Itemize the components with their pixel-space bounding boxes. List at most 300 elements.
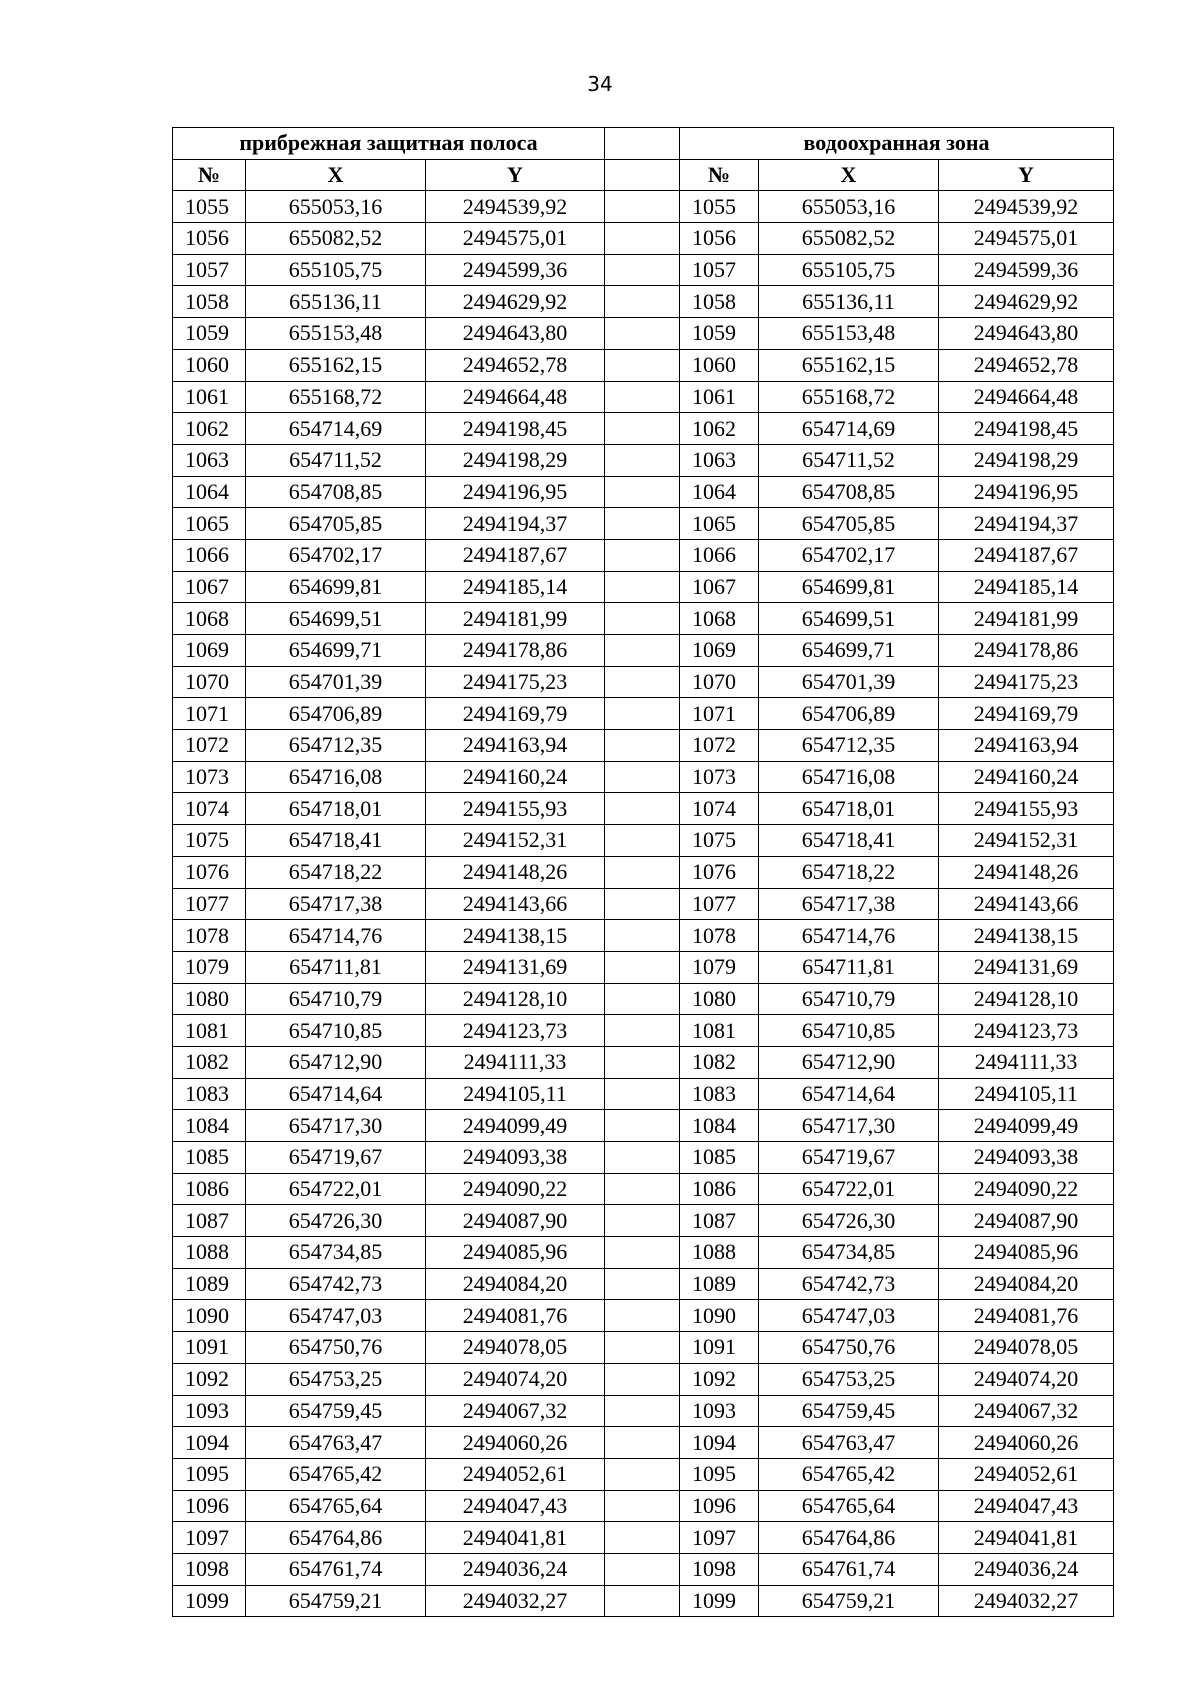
left-y-value: 2494047,43 xyxy=(426,1490,605,1522)
table-row xyxy=(173,444,1114,476)
left-point-number: 1058 xyxy=(173,286,246,318)
table-row xyxy=(173,1268,1114,1300)
spacer-cell xyxy=(605,666,680,698)
spacer-cell xyxy=(605,825,680,857)
left-x-value: 654705,85 xyxy=(246,508,426,540)
right-y-value: 2494196,95 xyxy=(939,476,1114,508)
table-row xyxy=(173,1173,1114,1205)
left-y-value: 2494090,22 xyxy=(426,1173,605,1205)
right-y-value: 2494178,86 xyxy=(939,635,1114,667)
right-point-number: 1091 xyxy=(680,1332,759,1364)
left-y-value: 2494599,36 xyxy=(426,254,605,286)
left-y-value: 2494099,49 xyxy=(426,1110,605,1142)
right-x-value: 655136,11 xyxy=(759,286,939,318)
left-x-value: 654764,86 xyxy=(246,1522,426,1554)
left-point-number: 1078 xyxy=(173,920,246,952)
left-x-value: 654747,03 xyxy=(246,1300,426,1332)
right-y-header: Y xyxy=(939,159,1114,191)
right-x-value: 654711,81 xyxy=(759,951,939,983)
table-row xyxy=(173,1205,1114,1237)
left-x-value: 654765,42 xyxy=(246,1458,426,1490)
right-y-value: 2494155,93 xyxy=(939,793,1114,825)
left-point-number: 1074 xyxy=(173,793,246,825)
spacer-cell xyxy=(605,254,680,286)
right-point-number: 1064 xyxy=(680,476,759,508)
left-y-value: 2494111,33 xyxy=(426,1046,605,1078)
right-y-value: 2494138,15 xyxy=(939,920,1114,952)
left-y-value: 2494163,94 xyxy=(426,730,605,762)
right-y-value: 2494198,29 xyxy=(939,444,1114,476)
right-y-value: 2494599,36 xyxy=(939,254,1114,286)
table-row xyxy=(173,888,1114,920)
right-x-value: 654750,76 xyxy=(759,1332,939,1364)
left-point-number: 1060 xyxy=(173,349,246,381)
left-x-value: 655168,72 xyxy=(246,381,426,413)
spacer-cell xyxy=(605,888,680,920)
coastal-protective-strip-title: прибрежная защитная полоса xyxy=(173,128,605,160)
left-point-number: 1072 xyxy=(173,730,246,762)
left-x-value: 654717,38 xyxy=(246,888,426,920)
left-point-number: 1094 xyxy=(173,1427,246,1459)
left-y-value: 2494078,05 xyxy=(426,1332,605,1364)
spacer-cell xyxy=(605,1585,680,1617)
right-y-value: 2494067,32 xyxy=(939,1395,1114,1427)
right-y-value: 2494148,26 xyxy=(939,856,1114,888)
spacer-cell xyxy=(605,1173,680,1205)
left-x-value: 654701,39 xyxy=(246,666,426,698)
spacer-cell xyxy=(605,1363,680,1395)
right-x-value: 654699,81 xyxy=(759,571,939,603)
left-point-number: 1085 xyxy=(173,1142,246,1174)
left-y-value: 2494169,79 xyxy=(426,698,605,730)
left-point-number: 1099 xyxy=(173,1585,246,1617)
right-x-value: 654716,08 xyxy=(759,761,939,793)
right-point-number: 1096 xyxy=(680,1490,759,1522)
right-point-number: 1067 xyxy=(680,571,759,603)
table-row xyxy=(173,856,1114,888)
right-point-number: 1086 xyxy=(680,1173,759,1205)
left-y-value: 2494152,31 xyxy=(426,825,605,857)
table-row xyxy=(173,1332,1114,1364)
right-point-number: 1089 xyxy=(680,1268,759,1300)
spacer-cell xyxy=(605,476,680,508)
right-y-value: 2494643,80 xyxy=(939,318,1114,350)
spacer-cell xyxy=(605,920,680,952)
table-row xyxy=(173,223,1114,255)
left-y-value: 2494032,27 xyxy=(426,1585,605,1617)
left-y-value: 2494664,48 xyxy=(426,381,605,413)
right-y-value: 2494087,90 xyxy=(939,1205,1114,1237)
left-y-value: 2494185,14 xyxy=(426,571,605,603)
left-x-value: 654712,90 xyxy=(246,1046,426,1078)
spacer-cell xyxy=(605,1142,680,1174)
right-y-value: 2494036,24 xyxy=(939,1553,1114,1585)
right-point-number: 1095 xyxy=(680,1458,759,1490)
spacer-cell xyxy=(605,761,680,793)
left-y-value: 2494181,99 xyxy=(426,603,605,635)
table-row xyxy=(173,1553,1114,1585)
right-point-number: 1087 xyxy=(680,1205,759,1237)
left-y-value: 2494629,92 xyxy=(426,286,605,318)
spacer-cell xyxy=(605,635,680,667)
spacer-cell xyxy=(605,1553,680,1585)
right-y-value: 2494128,10 xyxy=(939,983,1114,1015)
right-point-number: 1062 xyxy=(680,413,759,445)
right-y-value: 2494194,37 xyxy=(939,508,1114,540)
left-point-number: 1090 xyxy=(173,1300,246,1332)
right-point-number: 1069 xyxy=(680,635,759,667)
left-y-value: 2494128,10 xyxy=(426,983,605,1015)
left-point-number: 1068 xyxy=(173,603,246,635)
right-y-value: 2494078,05 xyxy=(939,1332,1114,1364)
right-point-number: 1072 xyxy=(680,730,759,762)
left-y-value: 2494643,80 xyxy=(426,318,605,350)
right-x-value: 654734,85 xyxy=(759,1237,939,1269)
table-row xyxy=(173,1237,1114,1269)
left-x-value: 654711,52 xyxy=(246,444,426,476)
right-point-number: 1077 xyxy=(680,888,759,920)
table-row xyxy=(173,1585,1114,1617)
right-x-value: 655153,48 xyxy=(759,318,939,350)
left-point-number: 1079 xyxy=(173,951,246,983)
table-row xyxy=(173,318,1114,350)
spacer-cell xyxy=(605,381,680,413)
spacer-cell xyxy=(605,1046,680,1078)
right-point-number: 1060 xyxy=(680,349,759,381)
right-x-value: 654718,01 xyxy=(759,793,939,825)
left-x-value: 654699,71 xyxy=(246,635,426,667)
right-x-value: 654708,85 xyxy=(759,476,939,508)
right-y-value: 2494123,73 xyxy=(939,1015,1114,1047)
table-row xyxy=(173,571,1114,603)
left-y-value: 2494178,86 xyxy=(426,635,605,667)
right-x-value: 654747,03 xyxy=(759,1300,939,1332)
spacer-cell xyxy=(605,1427,680,1459)
table-row xyxy=(173,1300,1114,1332)
left-y-value: 2494155,93 xyxy=(426,793,605,825)
right-y-value: 2494664,48 xyxy=(939,381,1114,413)
left-point-number: 1059 xyxy=(173,318,246,350)
left-y-value: 2494160,24 xyxy=(426,761,605,793)
right-x-value: 654765,64 xyxy=(759,1490,939,1522)
left-x-value: 654719,67 xyxy=(246,1142,426,1174)
right-point-number: 1084 xyxy=(680,1110,759,1142)
right-point-number: 1080 xyxy=(680,983,759,1015)
table-row xyxy=(173,1427,1114,1459)
spacer-cell xyxy=(605,223,680,255)
table-row xyxy=(173,508,1114,540)
left-point-number: 1064 xyxy=(173,476,246,508)
left-x-value: 654734,85 xyxy=(246,1237,426,1269)
spacer-cell xyxy=(605,1015,680,1047)
right-x-value: 654705,85 xyxy=(759,508,939,540)
right-x-value: 654718,22 xyxy=(759,856,939,888)
spacer-cell xyxy=(605,698,680,730)
left-point-number: 1063 xyxy=(173,444,246,476)
spacer-cell xyxy=(605,730,680,762)
left-x-value: 654759,21 xyxy=(246,1585,426,1617)
left-point-number: 1092 xyxy=(173,1363,246,1395)
left-y-value: 2494085,96 xyxy=(426,1237,605,1269)
left-x-value: 654717,30 xyxy=(246,1110,426,1142)
right-x-value: 654759,21 xyxy=(759,1585,939,1617)
right-point-number: 1057 xyxy=(680,254,759,286)
left-x-value: 654702,17 xyxy=(246,539,426,571)
table-row xyxy=(173,603,1114,635)
right-x-value: 655162,15 xyxy=(759,349,939,381)
right-point-number: 1073 xyxy=(680,761,759,793)
left-y-value: 2494175,23 xyxy=(426,666,605,698)
right-y-value: 2494047,43 xyxy=(939,1490,1114,1522)
left-y-value: 2494081,76 xyxy=(426,1300,605,1332)
right-point-number: 1097 xyxy=(680,1522,759,1554)
right-x-value: 654714,76 xyxy=(759,920,939,952)
left-x-value: 654712,35 xyxy=(246,730,426,762)
right-x-value: 654742,73 xyxy=(759,1268,939,1300)
left-point-number: 1073 xyxy=(173,761,246,793)
right-point-number: 1076 xyxy=(680,856,759,888)
right-x-value: 654753,25 xyxy=(759,1363,939,1395)
spacer-cell xyxy=(605,951,680,983)
left-point-number: 1084 xyxy=(173,1110,246,1142)
coordinates-table xyxy=(172,127,1114,1617)
right-x-value: 654717,30 xyxy=(759,1110,939,1142)
left-point-number: 1069 xyxy=(173,635,246,667)
right-point-number: 1065 xyxy=(680,508,759,540)
left-y-value: 2494198,29 xyxy=(426,444,605,476)
spacer-cell xyxy=(605,793,680,825)
left-x-value: 654753,25 xyxy=(246,1363,426,1395)
spacer-cell xyxy=(605,444,680,476)
right-point-number: 1088 xyxy=(680,1237,759,1269)
left-x-value: 654718,41 xyxy=(246,825,426,857)
left-y-value: 2494041,81 xyxy=(426,1522,605,1554)
left-point-number: 1087 xyxy=(173,1205,246,1237)
right-point-number: 1058 xyxy=(680,286,759,318)
right-x-value: 654719,67 xyxy=(759,1142,939,1174)
right-x-value: 654761,74 xyxy=(759,1553,939,1585)
left-x-value: 654742,73 xyxy=(246,1268,426,1300)
right-y-value: 2494169,79 xyxy=(939,698,1114,730)
left-point-number: 1091 xyxy=(173,1332,246,1364)
left-y-value: 2494123,73 xyxy=(426,1015,605,1047)
spacer-cell xyxy=(605,318,680,350)
left-x-value: 654714,69 xyxy=(246,413,426,445)
right-point-number: 1070 xyxy=(680,666,759,698)
left-point-number: 1096 xyxy=(173,1490,246,1522)
spacer-cell xyxy=(605,1110,680,1142)
spacer-cell xyxy=(605,1300,680,1332)
right-point-number: 1092 xyxy=(680,1363,759,1395)
right-y-value: 2494060,26 xyxy=(939,1427,1114,1459)
right-y-value: 2494163,94 xyxy=(939,730,1114,762)
table-row xyxy=(173,730,1114,762)
spacer-cell xyxy=(605,159,680,191)
left-point-number: 1089 xyxy=(173,1268,246,1300)
right-x-value: 654765,42 xyxy=(759,1458,939,1490)
right-y-value: 2494085,96 xyxy=(939,1237,1114,1269)
left-x-value: 654765,64 xyxy=(246,1490,426,1522)
right-y-value: 2494111,33 xyxy=(939,1046,1114,1078)
right-point-number: 1059 xyxy=(680,318,759,350)
right-point-number: 1094 xyxy=(680,1427,759,1459)
left-y-header: Y xyxy=(426,159,605,191)
table-row xyxy=(173,191,1114,223)
right-y-value: 2494081,76 xyxy=(939,1300,1114,1332)
right-y-value: 2494143,66 xyxy=(939,888,1114,920)
spacer-cell xyxy=(605,1522,680,1554)
spacer-cell xyxy=(605,349,680,381)
right-x-value: 654712,35 xyxy=(759,730,939,762)
right-point-number: 1071 xyxy=(680,698,759,730)
left-point-number: 1081 xyxy=(173,1015,246,1047)
table-row xyxy=(173,476,1114,508)
left-x-value: 654722,01 xyxy=(246,1173,426,1205)
spacer-cell xyxy=(605,1268,680,1300)
right-y-value: 2494198,45 xyxy=(939,413,1114,445)
left-x-value: 654716,08 xyxy=(246,761,426,793)
right-point-number: 1055 xyxy=(680,191,759,223)
table-row xyxy=(173,825,1114,857)
table-row xyxy=(173,349,1114,381)
table-body xyxy=(173,191,1114,1617)
right-y-value: 2494187,67 xyxy=(939,539,1114,571)
right-y-value: 2494629,92 xyxy=(939,286,1114,318)
left-y-value: 2494036,24 xyxy=(426,1553,605,1585)
table-row xyxy=(173,983,1114,1015)
left-x-value: 654718,22 xyxy=(246,856,426,888)
left-point-number: 1056 xyxy=(173,223,246,255)
left-x-value: 654708,85 xyxy=(246,476,426,508)
left-y-value: 2494198,45 xyxy=(426,413,605,445)
right-point-number: 1082 xyxy=(680,1046,759,1078)
right-y-value: 2494575,01 xyxy=(939,223,1114,255)
right-x-value: 654714,69 xyxy=(759,413,939,445)
right-x-value: 654699,51 xyxy=(759,603,939,635)
right-y-value: 2494152,31 xyxy=(939,825,1114,857)
spacer-cell xyxy=(605,1205,680,1237)
right-x-header: X xyxy=(759,159,939,191)
right-y-value: 2494090,22 xyxy=(939,1173,1114,1205)
right-point-number: 1066 xyxy=(680,539,759,571)
spacer-cell xyxy=(605,1078,680,1110)
table-row xyxy=(173,413,1114,445)
left-point-number: 1086 xyxy=(173,1173,246,1205)
table-row xyxy=(173,761,1114,793)
table-row xyxy=(173,1522,1114,1554)
table-row xyxy=(173,1110,1114,1142)
left-y-value: 2494138,15 xyxy=(426,920,605,952)
table-row xyxy=(173,1078,1114,1110)
left-point-number: 1098 xyxy=(173,1553,246,1585)
right-point-number: 1098 xyxy=(680,1553,759,1585)
right-x-value: 655053,16 xyxy=(759,191,939,223)
right-y-value: 2494084,20 xyxy=(939,1268,1114,1300)
spacer-cell xyxy=(605,571,680,603)
table-row xyxy=(173,1142,1114,1174)
right-y-value: 2494093,38 xyxy=(939,1142,1114,1174)
section-header-row xyxy=(173,128,1114,160)
left-point-number: 1093 xyxy=(173,1395,246,1427)
left-x-value: 654706,89 xyxy=(246,698,426,730)
right-y-value: 2494131,69 xyxy=(939,951,1114,983)
left-y-value: 2494105,11 xyxy=(426,1078,605,1110)
column-header-row xyxy=(173,159,1114,191)
left-y-value: 2494084,20 xyxy=(426,1268,605,1300)
right-y-value: 2494105,11 xyxy=(939,1078,1114,1110)
table-row xyxy=(173,666,1114,698)
table-row xyxy=(173,1363,1114,1395)
right-y-value: 2494185,14 xyxy=(939,571,1114,603)
right-point-number: 1081 xyxy=(680,1015,759,1047)
left-y-value: 2494652,78 xyxy=(426,349,605,381)
table-row xyxy=(173,920,1114,952)
left-x-value: 654710,85 xyxy=(246,1015,426,1047)
table-row xyxy=(173,1395,1114,1427)
right-x-value: 654702,17 xyxy=(759,539,939,571)
table-row xyxy=(173,1458,1114,1490)
left-y-value: 2494143,66 xyxy=(426,888,605,920)
left-point-number: 1067 xyxy=(173,571,246,603)
right-point-number: 1068 xyxy=(680,603,759,635)
left-point-number: 1077 xyxy=(173,888,246,920)
right-x-value: 654711,52 xyxy=(759,444,939,476)
table-row xyxy=(173,1046,1114,1078)
right-point-number: 1083 xyxy=(680,1078,759,1110)
left-y-value: 2494131,69 xyxy=(426,951,605,983)
left-point-number: 1057 xyxy=(173,254,246,286)
left-y-value: 2494148,26 xyxy=(426,856,605,888)
left-point-number: 1095 xyxy=(173,1458,246,1490)
left-x-value: 654699,81 xyxy=(246,571,426,603)
left-x-value: 654699,51 xyxy=(246,603,426,635)
right-x-value: 654706,89 xyxy=(759,698,939,730)
left-y-value: 2494060,26 xyxy=(426,1427,605,1459)
right-x-value: 654710,85 xyxy=(759,1015,939,1047)
right-point-number: 1074 xyxy=(680,793,759,825)
left-x-value: 654750,76 xyxy=(246,1332,426,1364)
spacer-cell xyxy=(605,983,680,1015)
spacer-cell xyxy=(605,1237,680,1269)
right-point-number: 1078 xyxy=(680,920,759,952)
right-point-number: 1085 xyxy=(680,1142,759,1174)
right-y-value: 2494539,92 xyxy=(939,191,1114,223)
left-point-number: 1082 xyxy=(173,1046,246,1078)
right-point-number: 1056 xyxy=(680,223,759,255)
left-y-value: 2494539,92 xyxy=(426,191,605,223)
spacer-cell xyxy=(605,856,680,888)
right-y-value: 2494074,20 xyxy=(939,1363,1114,1395)
table-row xyxy=(173,381,1114,413)
left-x-value: 654714,64 xyxy=(246,1078,426,1110)
right-x-value: 655105,75 xyxy=(759,254,939,286)
left-x-header: X xyxy=(246,159,426,191)
left-point-number: 1076 xyxy=(173,856,246,888)
table-row xyxy=(173,539,1114,571)
table-row xyxy=(173,1490,1114,1522)
left-x-value: 655153,48 xyxy=(246,318,426,350)
table-row xyxy=(173,1015,1114,1047)
left-x-value: 654710,79 xyxy=(246,983,426,1015)
left-x-value: 655053,16 xyxy=(246,191,426,223)
left-y-value: 2494052,61 xyxy=(426,1458,605,1490)
right-y-value: 2494032,27 xyxy=(939,1585,1114,1617)
right-y-value: 2494160,24 xyxy=(939,761,1114,793)
right-x-value: 654699,71 xyxy=(759,635,939,667)
right-x-value: 654712,90 xyxy=(759,1046,939,1078)
left-point-number: 1066 xyxy=(173,539,246,571)
left-point-number: 1083 xyxy=(173,1078,246,1110)
